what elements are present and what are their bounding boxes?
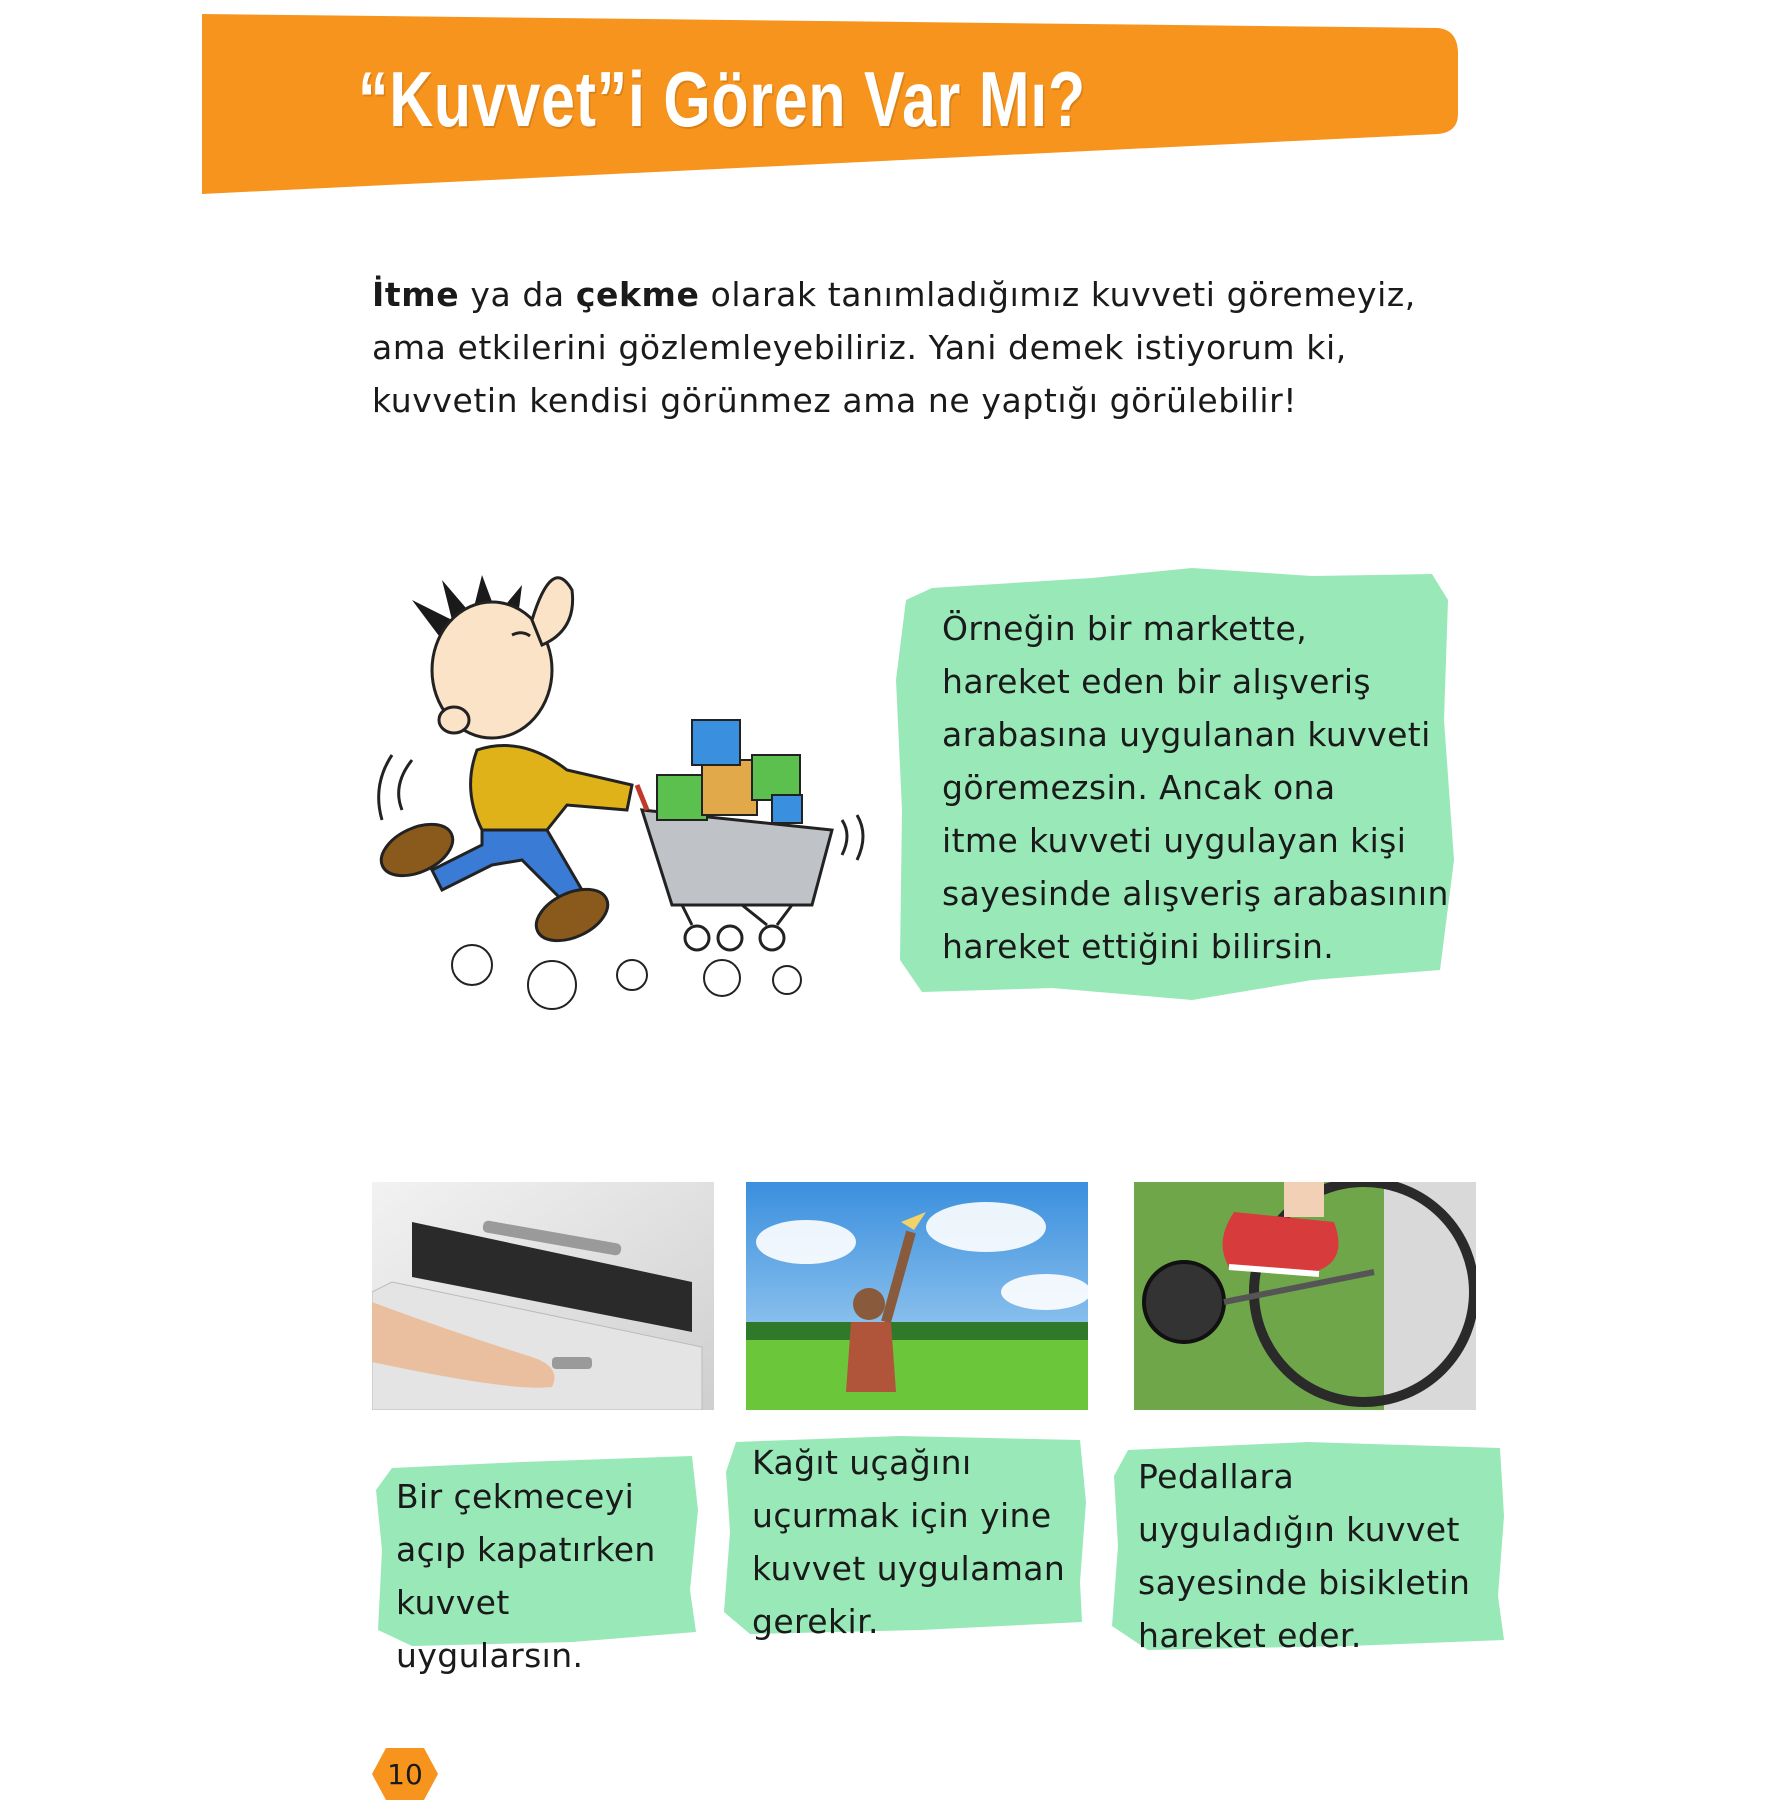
bike-caption-text: Pedallara uyguladığın kuvvet sayesinde bisikletin hareket eder. [1138,1457,1471,1655]
intro-bold-push: İtme [372,275,460,314]
intro-bold-pull: çekme [575,275,700,314]
paper-plane-photo [746,1182,1088,1410]
intro-text-2: olarak tanımladığımız kuvveti göremeyiz, ama etkilerini gözlemleyebiliriz. Yani demek istiyorum ki, kuvvetin kendisi görünmez ama ne yaptığı görülebilir! [372,275,1416,420]
bicycle-pedal-photo [1134,1182,1476,1410]
plane-caption [720,1432,1090,1641]
example-callout [892,560,1460,1016]
plane-caption-text: Kağıt uçağını uçurmak için yine kuvvet uygulaman gerekir. [752,1443,1066,1641]
drawer-photo [372,1182,714,1410]
cartoon-boy-pushing-cart [372,560,892,1020]
intro-text-1: ya da [459,275,576,314]
title-banner [202,14,1458,196]
page-title: “Kuvvet”i Gören Var Mı? [358,55,1086,143]
drawer-caption [372,1450,702,1675]
intro-paragraph [372,268,1432,427]
example-text: Örneğin bir markette, hareket eden bir alışveriş arabasına uygulanan kuvveti göremezsin. Ancak ona itme kuvveti uygulayan kişi sayesinde alışveriş arabasının hareket ettiğini bilirsin. [942,609,1449,966]
page-number-badge [372,1748,438,1800]
bike-caption [1108,1436,1508,1656]
drawer-caption-text: Bir çekmeceyi açıp kapatırken kuvvet uygularsın. [396,1477,656,1675]
page-number: 10 [387,1758,423,1791]
